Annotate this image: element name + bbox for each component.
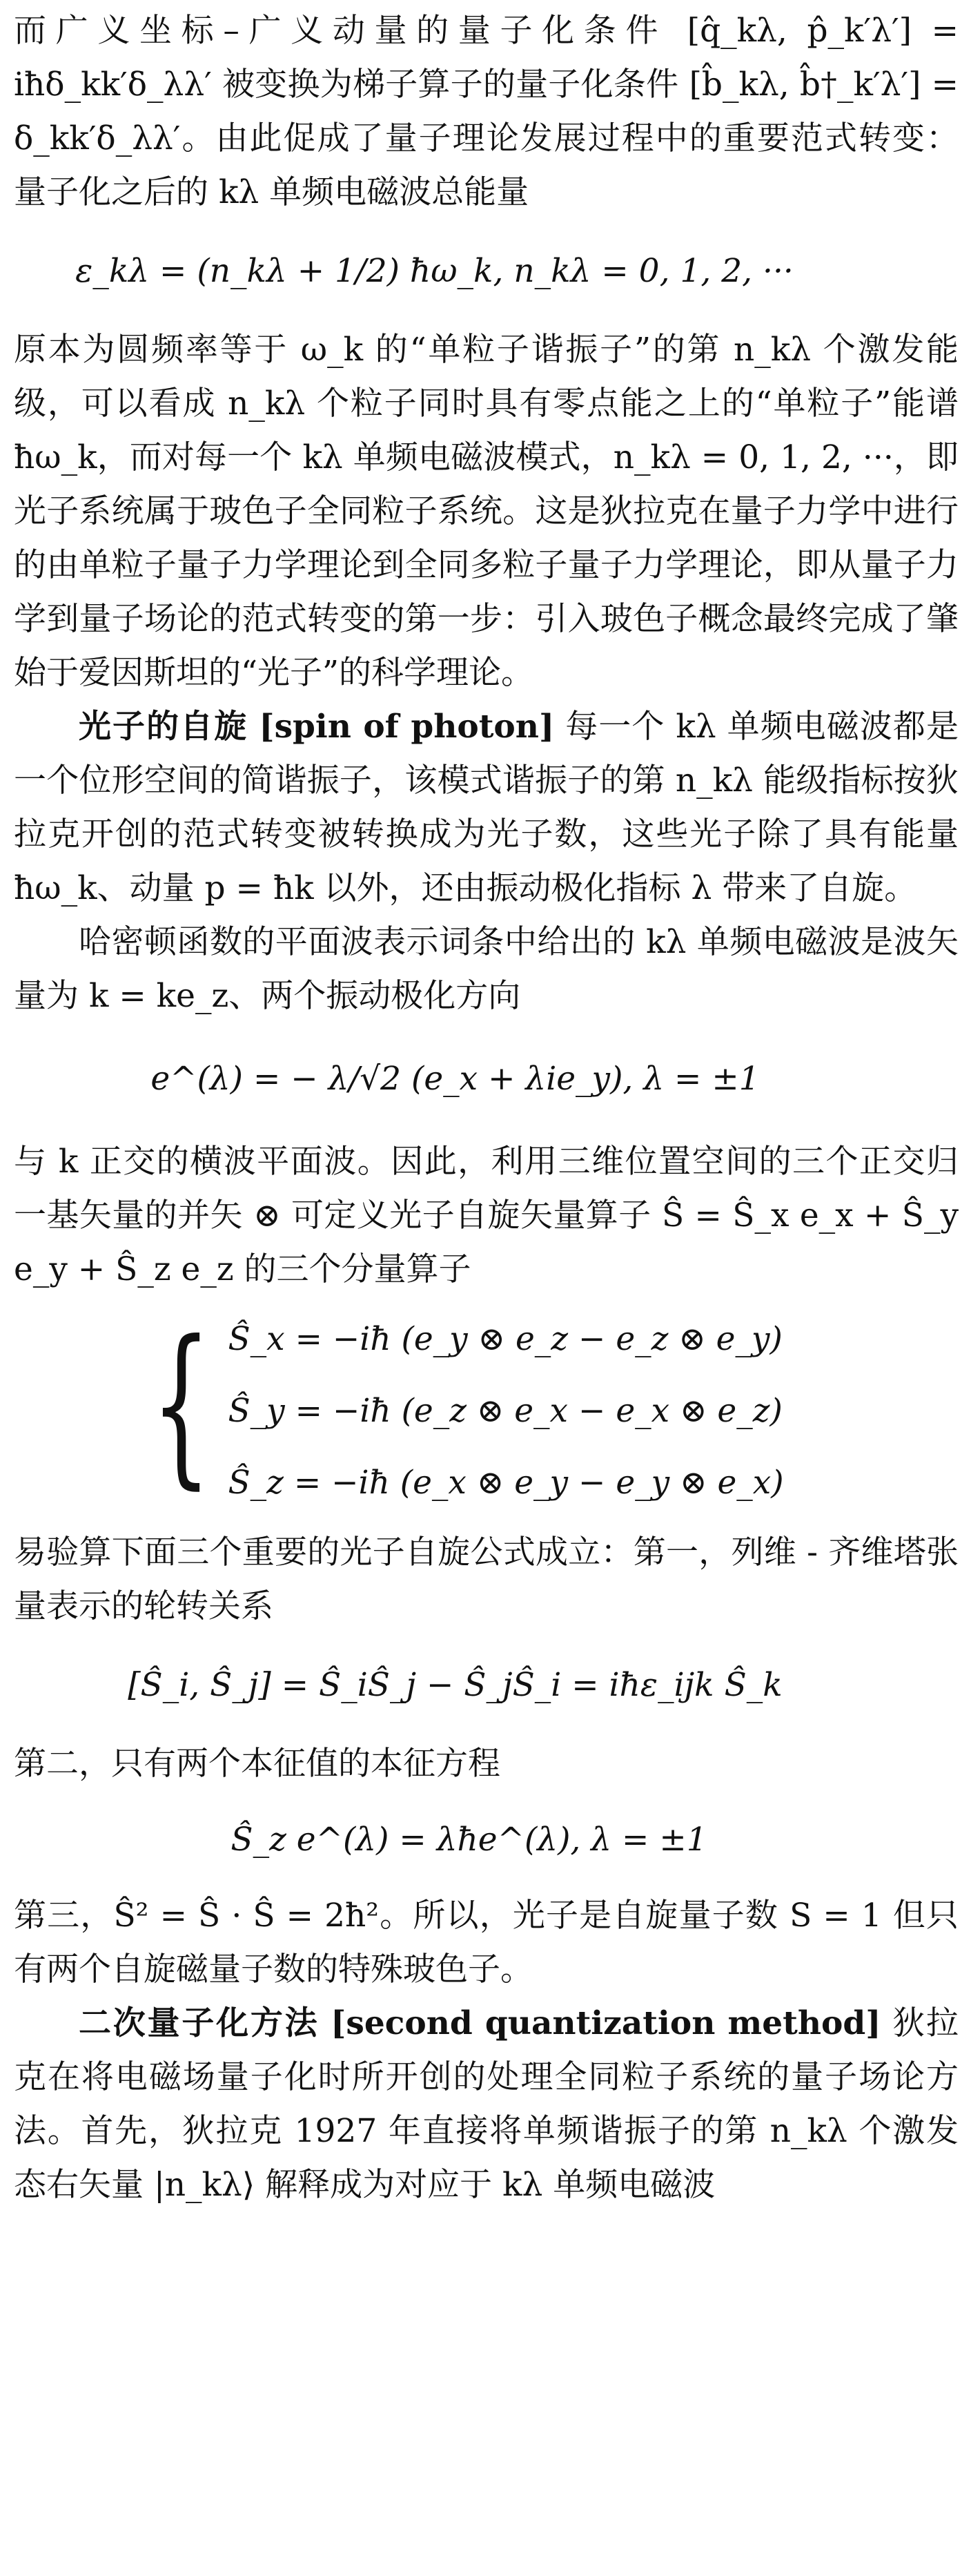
equation-energy: ε_kλ = (n_kλ + 1/2) ħω_k, n_kλ = 0, 1, 2, ··· <box>75 252 794 290</box>
paragraph-plane-wave: 哈密顿函数的平面波表示词条中给出的 kλ 单频电磁波是波矢量为 k = ke_z、两个振动极化方向 <box>14 923 959 1015</box>
section-text: 狄拉克在将电磁场量子化时所开创的处理全同粒子系统的量子场论方法。首先，狄拉克 1927 年直接将单频谐振子的第 n_kλ 个激发态右矢量 |n_kλ⟩ 解释成为对应于 kλ 单频电磁波 <box>14 2004 959 2204</box>
section-heading-en: [second quantization method] <box>331 2004 881 2042</box>
equation-polarization: e^(λ) = − λ/√2 (e_x + λie_y), λ = ±1 <box>150 1060 760 1098</box>
left-brace-icon: { <box>151 1304 212 1504</box>
section-spin-of-photon <box>14 700 959 916</box>
section-heading-en: [spin of photon] <box>259 708 555 746</box>
paragraph-boson: 原本为圆频率等于 ω_k 的“单粒子谐振子”的第 n_kλ 个激发能级，可以看成 n_kλ 个粒子同时具有零点能之上的“单粒子”能谱 ħω_k，而对每一个 kλ 单频电磁波模式，n_kλ = 0, 1, 2, ···，即光子系统属于玻色子全同粒子系统。这是狄拉克在量子力学中进行的由单粒子量子力学理论到全同多粒子量子力学理论，即从量子力学到量子场论的范式转变的第一步：引入玻色子概念最终完成了肇始于爱因斯坦的“光子”的科学理论。 <box>14 331 959 692</box>
section-text: 每一个 kλ 单频电磁波都是一个位形空间的简谐振子，该模式谐振子的第 n_kλ 能级指标按狄拉克开创的范式转变被转换成为光子数，这些光子除了具有能量 ħω_k、动量 p = ħk 以外，还由振动极化指标 λ 带来了自旋。 <box>14 708 959 907</box>
section-second-quantization <box>14 1997 959 2212</box>
equation-system-spin-components <box>0 1297 959 1526</box>
section-heading-zh: 二次量子化方法 <box>79 2004 320 2042</box>
section-heading-zh: 光子的自旋 <box>79 708 248 746</box>
equation-sz: Ŝ_z = −iħ (e_x ⊗ e_y − e_y ⊗ e_x) <box>228 1464 784 1502</box>
paragraph-levi-civita: 易验算下面三个重要的光子自旋公式成立：第一，列维 - 齐维塔张量表示的轮转关系 <box>14 1533 959 1625</box>
paragraph-quantization: 而广义坐标–广义动量的量子化条件 [q̂_kλ, p̂_k′λ′] = iħδ_kk′δ_λλ′ 被变换为梯子算子的量子化条件 [b̂_kλ, b̂†_k′λ′] = δ_kk′δ_λλ′。由此促成了量子理论发展过程中的重要范式转变：量子化之后的 kλ 单频电磁波总能量 <box>14 12 959 211</box>
equation-sx: Ŝ_x = −iħ (e_y ⊗ e_z − e_z ⊗ e_y) <box>228 1320 783 1358</box>
equation-commutator: [Ŝ_i, Ŝ_j] = Ŝ_iŜ_j − Ŝ_jŜ_i = iħε_ijk Ŝ_k <box>128 1666 783 1704</box>
equation-eigen: Ŝ_z e^(λ) = λħe^(λ), λ = ±1 <box>231 1821 707 1859</box>
paragraph-spin-squared: 第三，Ŝ² = Ŝ · Ŝ = 2ħ²。所以，光子是自旋量子数 S = 1 但只有两个自旋磁量子数的特殊玻色子。 <box>14 1897 959 1988</box>
equation-sy: Ŝ_y = −iħ (e_z ⊗ e_x − e_x ⊗ e_z) <box>228 1392 783 1430</box>
paragraph-spin-operator: 与 k 正交的横波平面波。因此，利用三维位置空间的三个正交归一基矢量的并矢 ⊗ 可定义光子自旋矢量算子 Ŝ = Ŝ_x e_x + Ŝ_y e_y + Ŝ_z e_z 的三个分量算子 <box>14 1143 959 1288</box>
paragraph-eigen: 第二，只有两个本征值的本征方程 <box>14 1745 500 1783</box>
